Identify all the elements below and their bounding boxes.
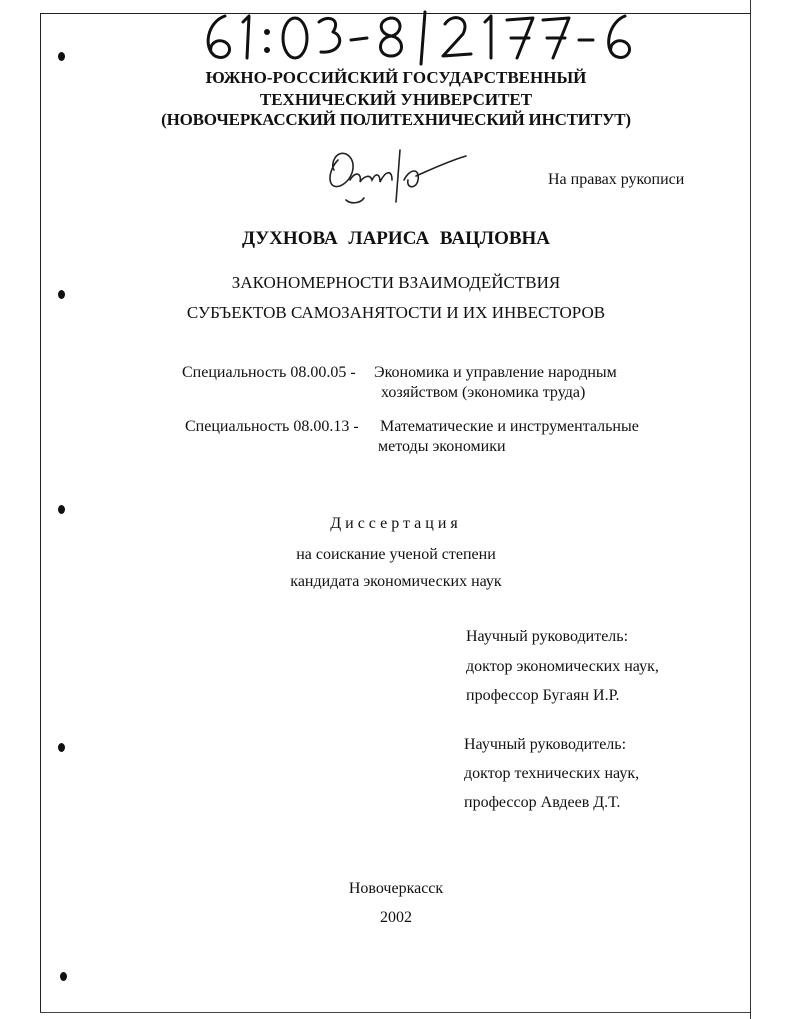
signature-strokes	[320, 140, 470, 210]
scan-edge-bottom	[40, 1012, 750, 1013]
scan-edge-right	[750, 0, 751, 1019]
specialty-label: Специальность 08.00.05 -	[182, 364, 356, 381]
specialty-description-line2: методы экономики	[378, 438, 506, 455]
binding-hole-mark	[58, 505, 65, 514]
dissertation-degree-line2: кандидата экономических наук	[290, 573, 502, 590]
thesis-title-line1: ЗАКОНОМЕРНОСТИ ВЗАИМОДЕЙСТВИЯ	[231, 273, 561, 292]
university-name-line1: ЮЖНО-РОССИЙСКИЙ ГОСУДАРСТВЕННЫЙ	[205, 68, 587, 87]
archive-number-strokes	[195, 8, 635, 66]
archive-number-handwritten	[195, 8, 635, 66]
dissertation-heading: Диссертация	[330, 515, 462, 532]
specialty-description-line1: Математические и инструментальные	[380, 418, 639, 435]
university-name-line3: (НОВОЧЕРКАССКИЙ ПОЛИТЕХНИЧЕСКИЙ ИНСТИТУТ)	[161, 110, 631, 129]
author-name: ДУХНОВА ЛАРИСА ВАЦЛОВНА	[241, 228, 551, 249]
supervisor-name: профессор Авдеев Д.Т.	[464, 794, 621, 811]
dissertation-degree-line1: на соискание ученой степени	[296, 546, 496, 563]
rights-note: На правах рукописи	[548, 171, 685, 188]
supervisor-name: профессор Бугаян И.Р.	[466, 687, 620, 704]
binding-hole-mark	[58, 743, 65, 752]
scan-edge-left	[40, 13, 41, 1013]
supervisor-role: Научный руководитель:	[464, 736, 627, 753]
supervisor-degree: доктор экономических наук,	[466, 658, 659, 675]
specialty-description-line2: хозяйством (экономика труда)	[381, 384, 586, 401]
year: 2002	[380, 909, 412, 926]
university-name-line2: ТЕХНИЧЕСКИЙ УНИВЕРСИТЕТ	[259, 90, 533, 109]
thesis-title-line2: СУБЪЕКТОВ САМОЗАНЯТОСТИ И ИХ ИНВЕСТОРОВ	[186, 303, 606, 322]
author-signature	[320, 140, 470, 210]
city: Новочеркасск	[348, 880, 444, 897]
binding-hole-mark	[60, 972, 67, 981]
binding-hole-mark	[58, 52, 65, 61]
specialty-description-line1: Экономика и управление народным	[374, 364, 617, 381]
supervisor-role: Научный руководитель:	[466, 628, 629, 645]
supervisor-degree: доктор технических наук,	[464, 765, 640, 782]
specialty-label: Специальность 08.00.13 -	[185, 418, 359, 435]
